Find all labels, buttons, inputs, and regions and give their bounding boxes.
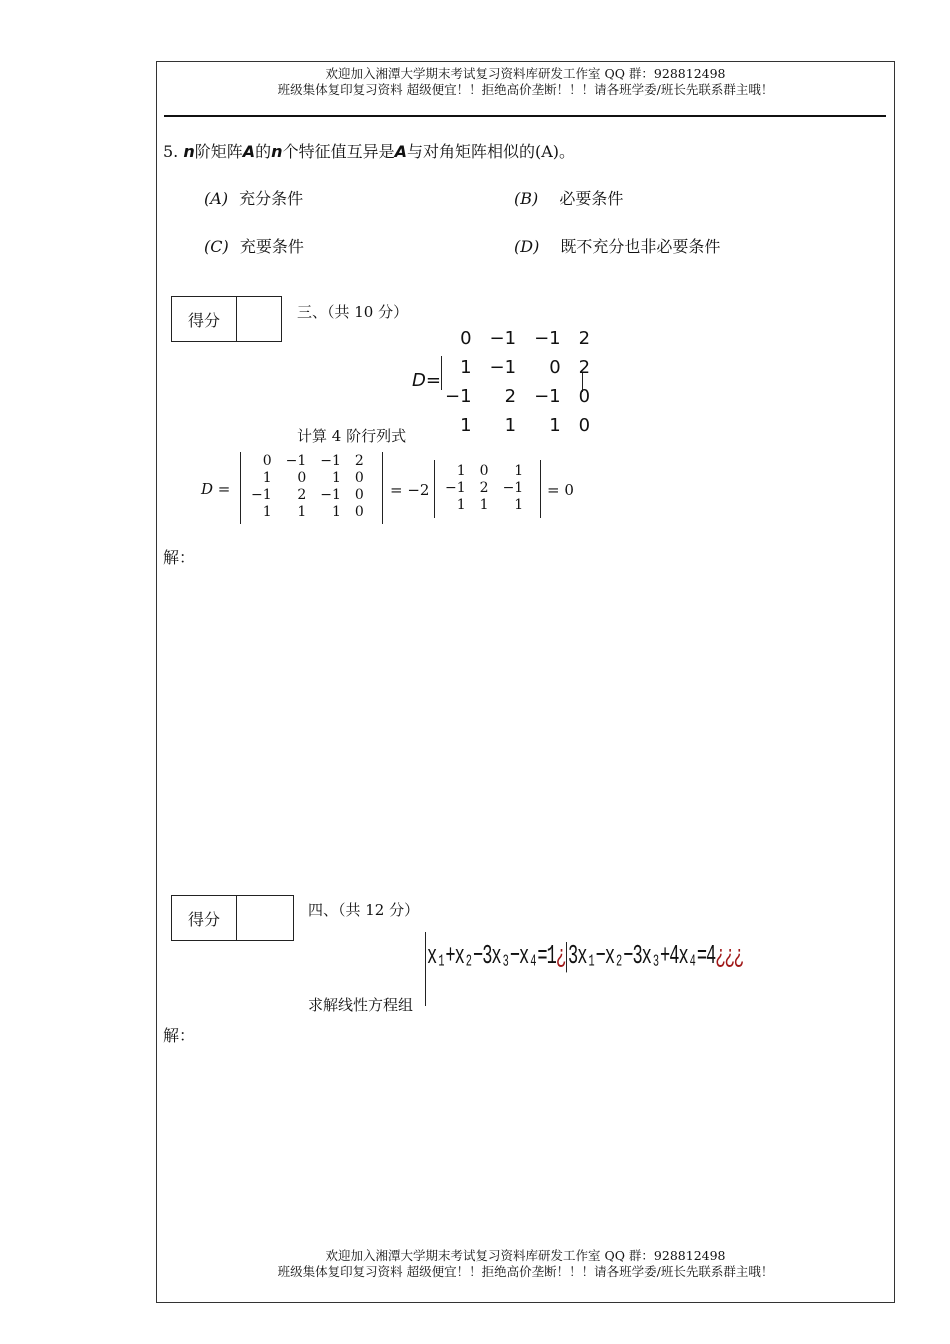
matrix-cell: 1 bbox=[460, 357, 472, 378]
matrix-cell: 0 bbox=[549, 357, 561, 378]
var-n: n bbox=[183, 142, 195, 161]
matrix-cell: −1 bbox=[445, 386, 472, 407]
question-5 bbox=[163, 139, 575, 162]
option-b-text: 必要条件 bbox=[559, 189, 624, 208]
matrix-cell: −1 bbox=[534, 328, 561, 349]
eq-bar-mid bbox=[566, 942, 567, 972]
var-a-2: A bbox=[394, 142, 407, 161]
q5-text-1: 阶矩阵 bbox=[194, 142, 243, 161]
option-d: (D) 既不充分也非必要条件 bbox=[514, 237, 721, 256]
option-c-text: 充要条件 bbox=[239, 237, 304, 256]
matrix-row bbox=[436, 353, 599, 382]
matrix-cell: −1 bbox=[534, 386, 561, 407]
matrix-cell: −1 bbox=[251, 486, 272, 503]
var-n-2: n bbox=[271, 142, 283, 161]
score-cell-3[interactable] bbox=[237, 297, 281, 341]
matrix-cell: 0 bbox=[460, 328, 472, 349]
matrix-cell: 2 bbox=[504, 386, 517, 407]
matrix-cell: 1 bbox=[332, 469, 341, 486]
equation-2: 3x₁−x₂−3x₃+4x₄=4 bbox=[568, 942, 716, 973]
matrix-cell: −1 bbox=[445, 479, 466, 496]
matrix-cell: 2 bbox=[578, 328, 591, 349]
matrix-cell: 0 bbox=[354, 503, 364, 520]
q5-text-2: 的 bbox=[255, 142, 272, 161]
matrix-cell: 2 bbox=[354, 452, 364, 469]
score-box-4 bbox=[171, 895, 294, 941]
header-line-2: 班级集体复印复习资料 超级便宜！！拒绝高价垄断！！！请各班学委/班长先联系群主哦！ bbox=[277, 82, 774, 97]
matrix-cell: −1 bbox=[320, 486, 341, 503]
matrix-row bbox=[244, 486, 371, 503]
matrix-cell: 1 bbox=[514, 496, 524, 513]
matrix-row bbox=[244, 503, 371, 520]
score-label-3: 得分 bbox=[172, 297, 237, 341]
footer-line-2: 班级集体复印复习资料 超级便宜！！拒绝高价垄断！！！请各班学委/班长先联系群主哦！ bbox=[277, 1264, 774, 1279]
header-rule bbox=[164, 115, 886, 117]
matrix-cell: 1 bbox=[297, 503, 307, 520]
matrix-row bbox=[244, 469, 371, 486]
matrix-cell: 0 bbox=[354, 486, 364, 503]
option-c: (C) 充要条件 bbox=[204, 237, 304, 256]
header-line-1: 欢迎加入湘潭大学期末考试复习资料库研发工作室 QQ 群：928812498 bbox=[325, 66, 726, 81]
matrix-cell: 0 bbox=[262, 452, 272, 469]
matrix-cell: 0 bbox=[578, 415, 591, 436]
matrix-row bbox=[438, 496, 530, 513]
score-cell-4[interactable] bbox=[237, 896, 293, 940]
matrix-row bbox=[244, 452, 371, 469]
sol-bar-2 bbox=[382, 452, 383, 524]
footer-line-1: 欢迎加入湘潭大学期末考试复习资料库研发工作室 QQ 群：928812498 bbox=[325, 1248, 726, 1263]
sol-bar-3 bbox=[434, 460, 435, 518]
matrix-label: D= bbox=[412, 370, 441, 391]
equation-system bbox=[427, 942, 743, 972]
var-a: A bbox=[242, 142, 256, 161]
matrix-cell: −1 bbox=[285, 452, 307, 469]
matrix-cell: 1 bbox=[456, 496, 466, 513]
question-number: 5. bbox=[163, 142, 179, 161]
equation-1: x₁+x₂−3x₃−x₄=1 bbox=[427, 942, 556, 973]
matrix-row bbox=[438, 462, 530, 479]
matrix-cell: 0 bbox=[578, 386, 591, 407]
matrix-row bbox=[436, 382, 599, 411]
score-label-4: 得分 bbox=[172, 896, 237, 940]
section-3-title: 三、（共 10 分） bbox=[297, 303, 409, 321]
matrix-cell: 1 bbox=[514, 462, 524, 479]
matrix-cell: −1 bbox=[489, 357, 517, 378]
matrix-d bbox=[436, 324, 599, 440]
footer bbox=[156, 1248, 895, 1280]
matrix-row bbox=[438, 479, 530, 496]
option-a-letter: A bbox=[210, 189, 222, 208]
option-d-text: 既不充分也非必要条件 bbox=[560, 237, 721, 256]
eq-bar-left bbox=[425, 932, 426, 1006]
matrix-cell: 1 bbox=[456, 462, 466, 479]
matrix-cell: 1 bbox=[460, 415, 472, 436]
q5-text-4: 与对角矩阵相似的( bbox=[406, 142, 542, 161]
score-box-3 bbox=[171, 296, 282, 342]
sol-bar-1 bbox=[240, 452, 241, 524]
sol-bar-4 bbox=[540, 460, 541, 518]
matrix-cell: 1 bbox=[549, 415, 561, 436]
solution-middle: = −2 bbox=[390, 481, 430, 499]
equation-glyph-2: ¿¿¿ bbox=[715, 942, 743, 973]
q5-text-5: )。 bbox=[552, 142, 576, 161]
solution-result: = 0 bbox=[547, 481, 574, 499]
solution-lhs: D = bbox=[201, 480, 231, 498]
matrix-cell: 0 bbox=[479, 462, 489, 479]
minor-matrix bbox=[438, 462, 530, 513]
matrix-cell: −1 bbox=[320, 452, 341, 469]
section-3-instruction: 计算 4 阶行列式 bbox=[297, 427, 407, 445]
matrix-cell: 1 bbox=[479, 496, 489, 513]
matrix-cell: 2 bbox=[479, 479, 489, 496]
matrix-cell: 2 bbox=[578, 357, 591, 378]
q5-text-3: 个特征值互异是 bbox=[282, 142, 395, 161]
option-d-letter: D bbox=[520, 237, 534, 256]
matrix-row bbox=[436, 411, 599, 440]
section-4-title: 四、（共 12 分） bbox=[308, 901, 420, 919]
header bbox=[156, 66, 895, 98]
solution-matrix bbox=[244, 452, 371, 520]
matrix-cell: 0 bbox=[354, 469, 364, 486]
equation-glyph-1: ¿ bbox=[555, 942, 566, 973]
matrix-cell: −1 bbox=[489, 328, 517, 349]
answer-label-4: 解： bbox=[163, 1026, 196, 1045]
matrix-cell: 1 bbox=[262, 469, 272, 486]
option-b-letter: B bbox=[520, 189, 533, 208]
option-a-text: 充分条件 bbox=[239, 189, 304, 208]
matrix-cell: 1 bbox=[332, 503, 341, 520]
option-b: (B) 必要条件 bbox=[514, 189, 624, 208]
matrix-cell: 1 bbox=[262, 503, 272, 520]
q5-answer: A bbox=[541, 142, 553, 161]
matrix-cell: 0 bbox=[297, 469, 307, 486]
section-4-instruction: 求解线性方程组 bbox=[308, 996, 414, 1014]
option-a: (A) 充分条件 bbox=[204, 189, 304, 208]
option-c-letter: C bbox=[210, 237, 223, 256]
matrix-cell: 2 bbox=[297, 486, 307, 503]
matrix-cell: 1 bbox=[504, 415, 517, 436]
matrix-row bbox=[436, 324, 599, 353]
matrix-cell: −1 bbox=[502, 479, 524, 496]
answer-label-3: 解： bbox=[163, 548, 196, 567]
